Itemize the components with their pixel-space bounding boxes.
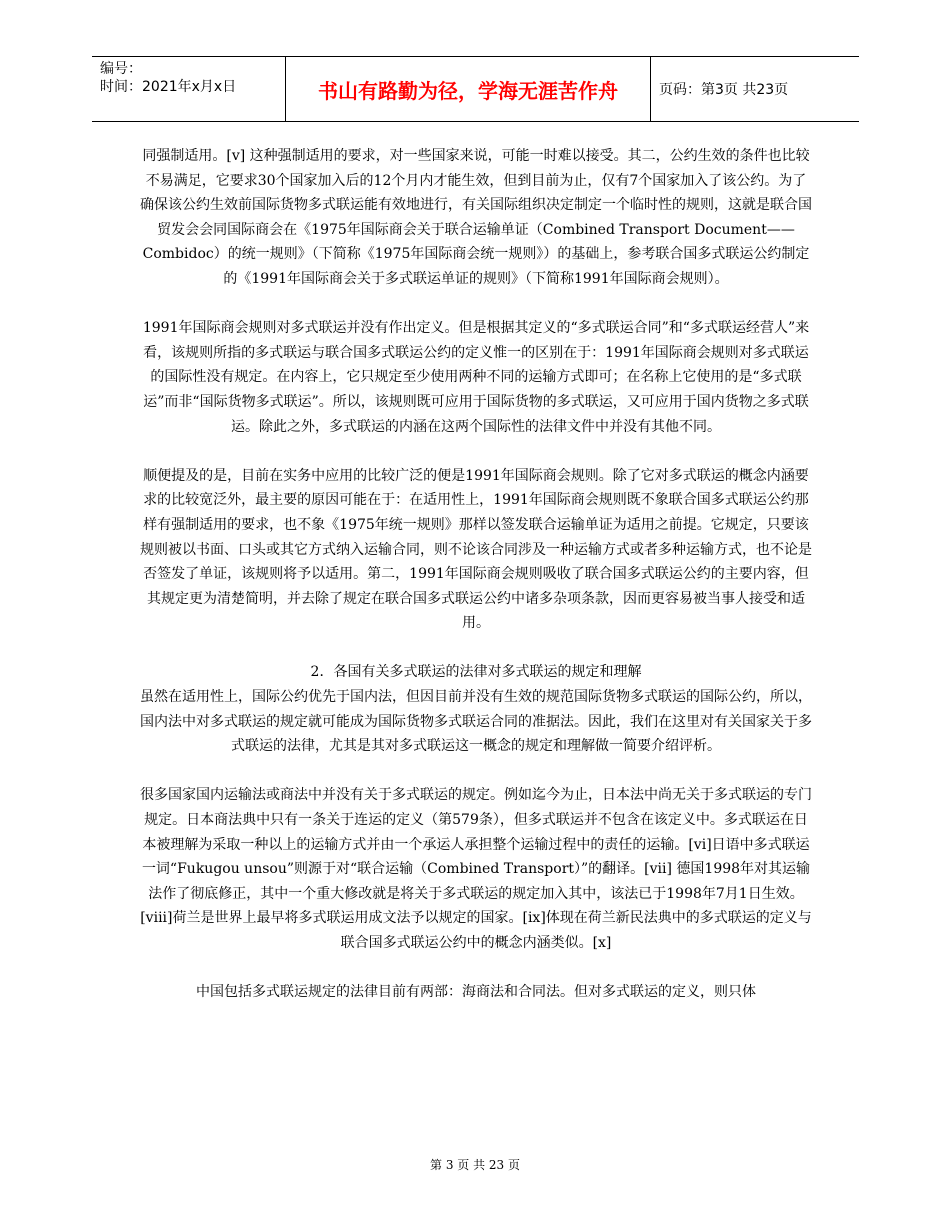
page-header [92,56,859,122]
paragraph-2: 1991年国际商会规则对多式联运并没有作出定义。但是根据其定义的“多式联运合同”和“多式联运经营人”来看，该规则所指的多式联运与联合国多式联运公约的定义惟一的区别在于：1991年国际商会规则对多式联运的国际性没有规定。在内容上，它只规定至少使用两种不同的运输方式即可；在名称上它使用的是“多式联运”而非“国际货物多式联运”。所以，该规则既可应用于国际货物的多式联运，又可应用于国内货物之多式联运。除此之外，多式联运的内涵在这两个国际性的法律文件中并没有其他不同。 [142,320,810,435]
paragraph-6: 中国包括多式联运规定的法律目前有两部：海商法和合同法。但对多式联运的定义，则只体 [196,984,756,1001]
paragraph-gap [140,956,812,981]
paragraph-gap [140,759,812,784]
paragraph-gap [140,636,812,661]
paragraph-5: 很多国家国内运输法或商法中并没有关于多式联运的规定。例如迄今为止，日本法中尚无关于多式联运的专门规定。日本商法典中只有一条关于连运的定义（第579条），但多式联运并不包含在该定义中。多式联运在日本被理解为采取一种以上的运输方式并由一个承运人承担整个运输过程中的责任的运输。[vi]日语中多式联运一词“Fukugou unsou”则源于对“联合运输（Combined Transport）”的翻译。[vii] 德国1998年对其运输法作了彻底修正，其中一个重大修改就是将关于多式联运的规定加入其中，该法已于1998年7月1日生效。[viii]荷兰是世界上最早将多式联运用成文法予以规定的国家。[ix]体现在荷兰新民法典中的多式联运的定义与联合国多式联运公约中的概念内涵类似。[x] [140,787,812,951]
page-footer: 第 3 页 共 23 页 [430,1158,520,1172]
header-page-info: 页码：第3页 共23页 [659,82,789,98]
paragraph-1: 同强制适用。[v] 这种强制适用的要求，对一些国家来说，可能一时难以接受。其二，公约生效的条件也比较不易满足，它要求30个国家加入后的12个月内才能生效，但到目前为止，仅有7个国家加入了该公约。为了确保该公约生效前国际货物多式联运能有效地进行，有关国际组织决定制定一个临时性的规则，这就是联合国贸发会会同国际商会在《1975年国际商会关于联合运输单证（Combined Transport Document——Combidoc）的统一规则》（下简称《1975年国际商会统一规则》）的基础上，参考联合国多式联运公约制定的《1991年国际商会关于多式联运单证的规则》（下简称1991年国际商会规则）。 [140,148,812,287]
header-meta [92,57,286,121]
document-number-label: 编号： [100,61,142,77]
document-body [140,144,812,1005]
paragraph-4: 虽然在适用性上，国际公约优先于国内法，但因目前并没有生效的规范国际货物多式联运的国际公约，所以，国内法中对多式联运的规定就可能成为国际货物多式联运合同的准据法。因此，我们在这里对有关国家关于多式联运的法律，尤其是其对多式联运这一概念的规定和理解做一简要介绍评析。 [140,689,812,755]
section-heading: 2．各国有关多式联运的法律对多式联运的规定和理解 [310,664,642,681]
header-motto: 书山有路勤为径，学海无涯苦作舟 [286,57,651,121]
paragraph-gap [140,439,812,464]
document-time-label: 时间：2021年x月x日 [100,79,237,95]
paragraph-3: 顺便提及的是，目前在实务中应用的比较广泛的便是1991年国际商会规则。除了它对多式联运的概念内涵要求的比较宽泛外，最主要的原因可能在于：在适用性上，1991年国际商会规则既不象联合国多式联运公约那样有强制适用的要求，也不象《1975年统一规则》那样以签发联合运输单证为适用之前提。它规定，只要该规则被以书面、口头或其它方式纳入运输合同，则不论该合同涉及一种运输方式或者多种运输方式，也不论是否签发了单证，该规则将予以适用。第二，1991年国际商会规则吸收了联合国多式联运公约的主要内容，但其规定更为清楚简明，并去除了规定在联合国多式联运公约中诸多杂项条款，因而更容易被当事人接受和适用。 [140,467,812,632]
paragraph-gap [140,292,812,317]
